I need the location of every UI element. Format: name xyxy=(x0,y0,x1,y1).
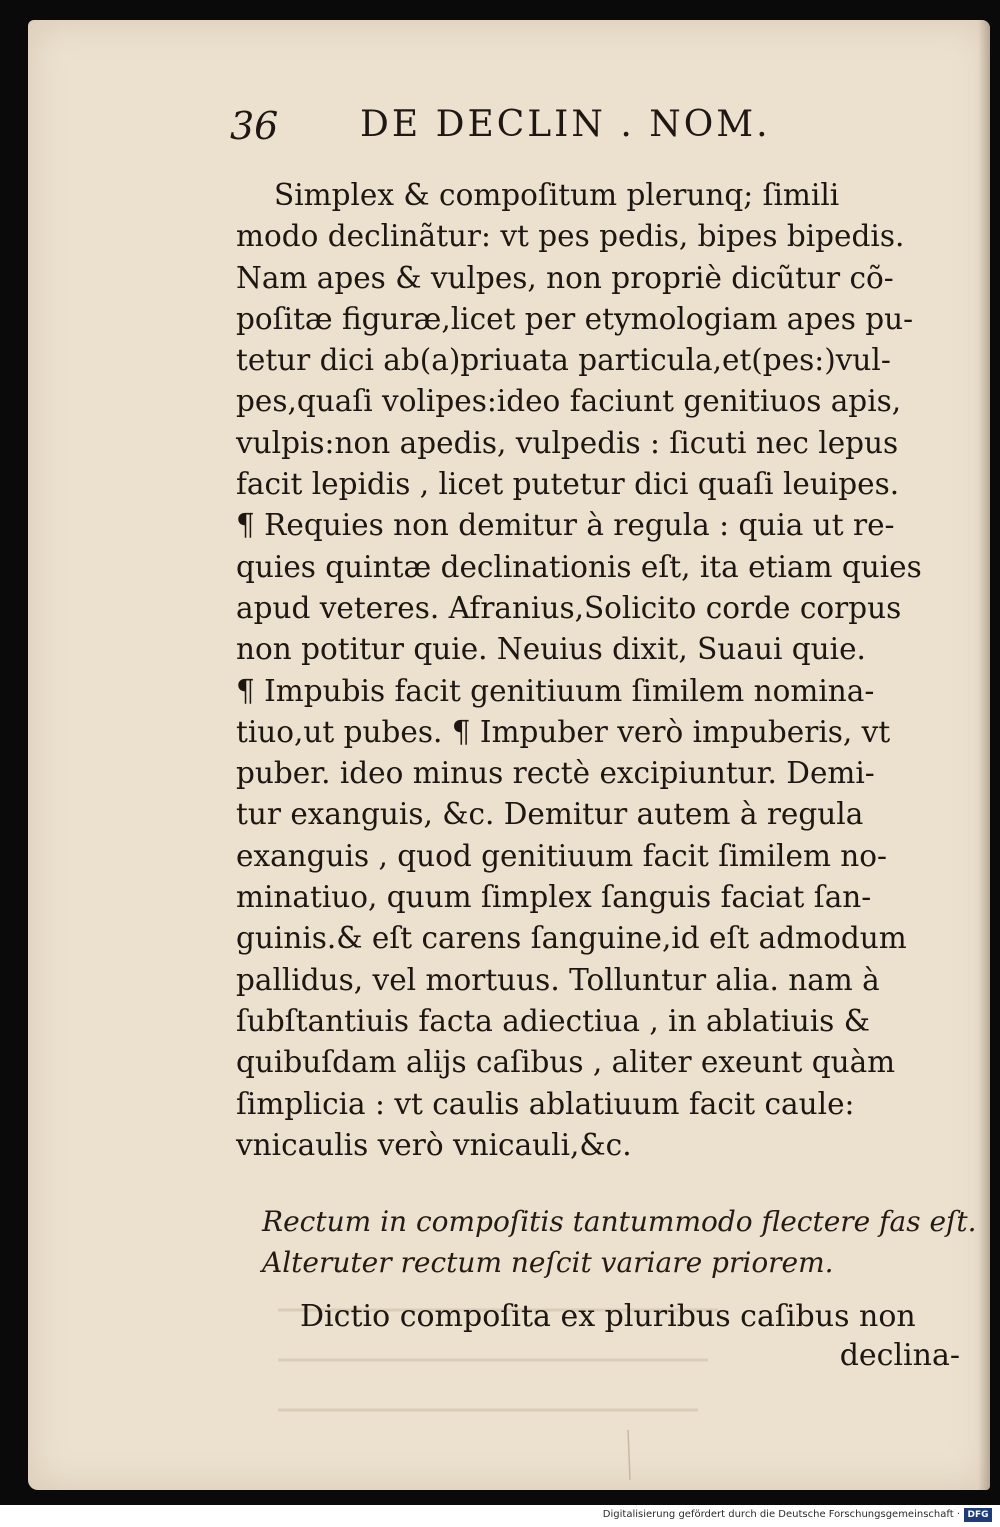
text-line: minatiuo, quum ſimplex ſanguis faciat ſan- xyxy=(236,880,872,915)
text-line: Dictio compoſita ex pluribus caſibus non xyxy=(300,1299,916,1334)
text-line: exanguis , quod genitiuum facit ſimilem no- xyxy=(236,838,888,873)
text-line: ſubſtantiuis facta adiectiua , in ablatiuis & xyxy=(236,1003,870,1038)
page-number: 36 xyxy=(230,104,279,148)
text-line: quibuſdam alijs caſibus , aliter exeunt quàm xyxy=(236,1045,896,1080)
text-line: pallidus, vel mortuus. Tolluntur alia. nam à xyxy=(236,962,880,997)
text-line: non potitur quie. Neuius dixit, Suaui quie. xyxy=(236,632,866,667)
text-line: apud veteres. Afranius,Solicito corde corpus xyxy=(236,590,902,625)
text-line: quies quintæ declinationis eſt, ita etiam quies xyxy=(236,549,922,584)
text-line: guinis.& eſt carens ſanguine,id eſt admodum xyxy=(236,921,907,956)
verse-line: Alteruter rectum neſcit variare priorem. xyxy=(262,1246,834,1280)
dfg-logo: DFG xyxy=(964,1508,992,1522)
footer-credit: Digitalisierung gefördert durch die Deutsche Forschungsgemeinschaft · xyxy=(602,1509,960,1520)
text-line: modo declinãtur: vt pes pedis, bipes bipedis. xyxy=(236,219,905,254)
text-line: Simplex & compoſitum plerunq; ſimili xyxy=(274,178,840,212)
footer-bar xyxy=(0,1505,1000,1527)
text-line: vulpis:non apedis, vulpedis : ſicuti nec lepus xyxy=(236,425,899,460)
text-line: facit lepidis , licet putetur dici quaſi leuipes. xyxy=(236,467,900,502)
page-edge-shadow xyxy=(978,20,990,1490)
text-line: ¶ Impubis facit genitiuum ſimilem nomina- xyxy=(236,673,875,708)
text-line: ¶ Requies non demitur à regula : quia ut re- xyxy=(236,508,895,543)
verse-rule xyxy=(262,1200,977,1283)
text-line: ſimplicia : vt caulis ablatiuum facit caule: xyxy=(236,1086,855,1121)
text-line: vnicaulis verò vnicauli,&c. xyxy=(236,1127,632,1162)
body-text xyxy=(236,175,948,1166)
text-line: tiuo,ut pubes. ¶ Impuber verò impuberis, vt xyxy=(236,714,891,749)
text-line: pes,quaſi volipes:ideo faciunt genitiuos apis, xyxy=(236,384,902,419)
catchword: declina- xyxy=(839,1338,960,1373)
page-header xyxy=(200,100,820,160)
running-head: DE DECLIN . NOM. xyxy=(360,104,771,145)
text-line: tetur dici ab(a)priuata particula,et(pes:)vul- xyxy=(236,343,891,378)
text-line: Nam apes & vulpes, non propriè dicũtur cõ- xyxy=(236,260,894,295)
verse-line: Rectum in compoſitis tantummodo flectere fas eſt. xyxy=(262,1205,977,1238)
text-line: poſitæ figuræ,licet per etymologiam apes pu- xyxy=(236,301,914,336)
text-line: puber. ideo minus rectè excipiuntur. Demi- xyxy=(236,756,875,791)
text-line: tur exanguis, &c. Demitur autem à regula xyxy=(236,797,864,832)
closing-paragraph xyxy=(300,1296,960,1337)
